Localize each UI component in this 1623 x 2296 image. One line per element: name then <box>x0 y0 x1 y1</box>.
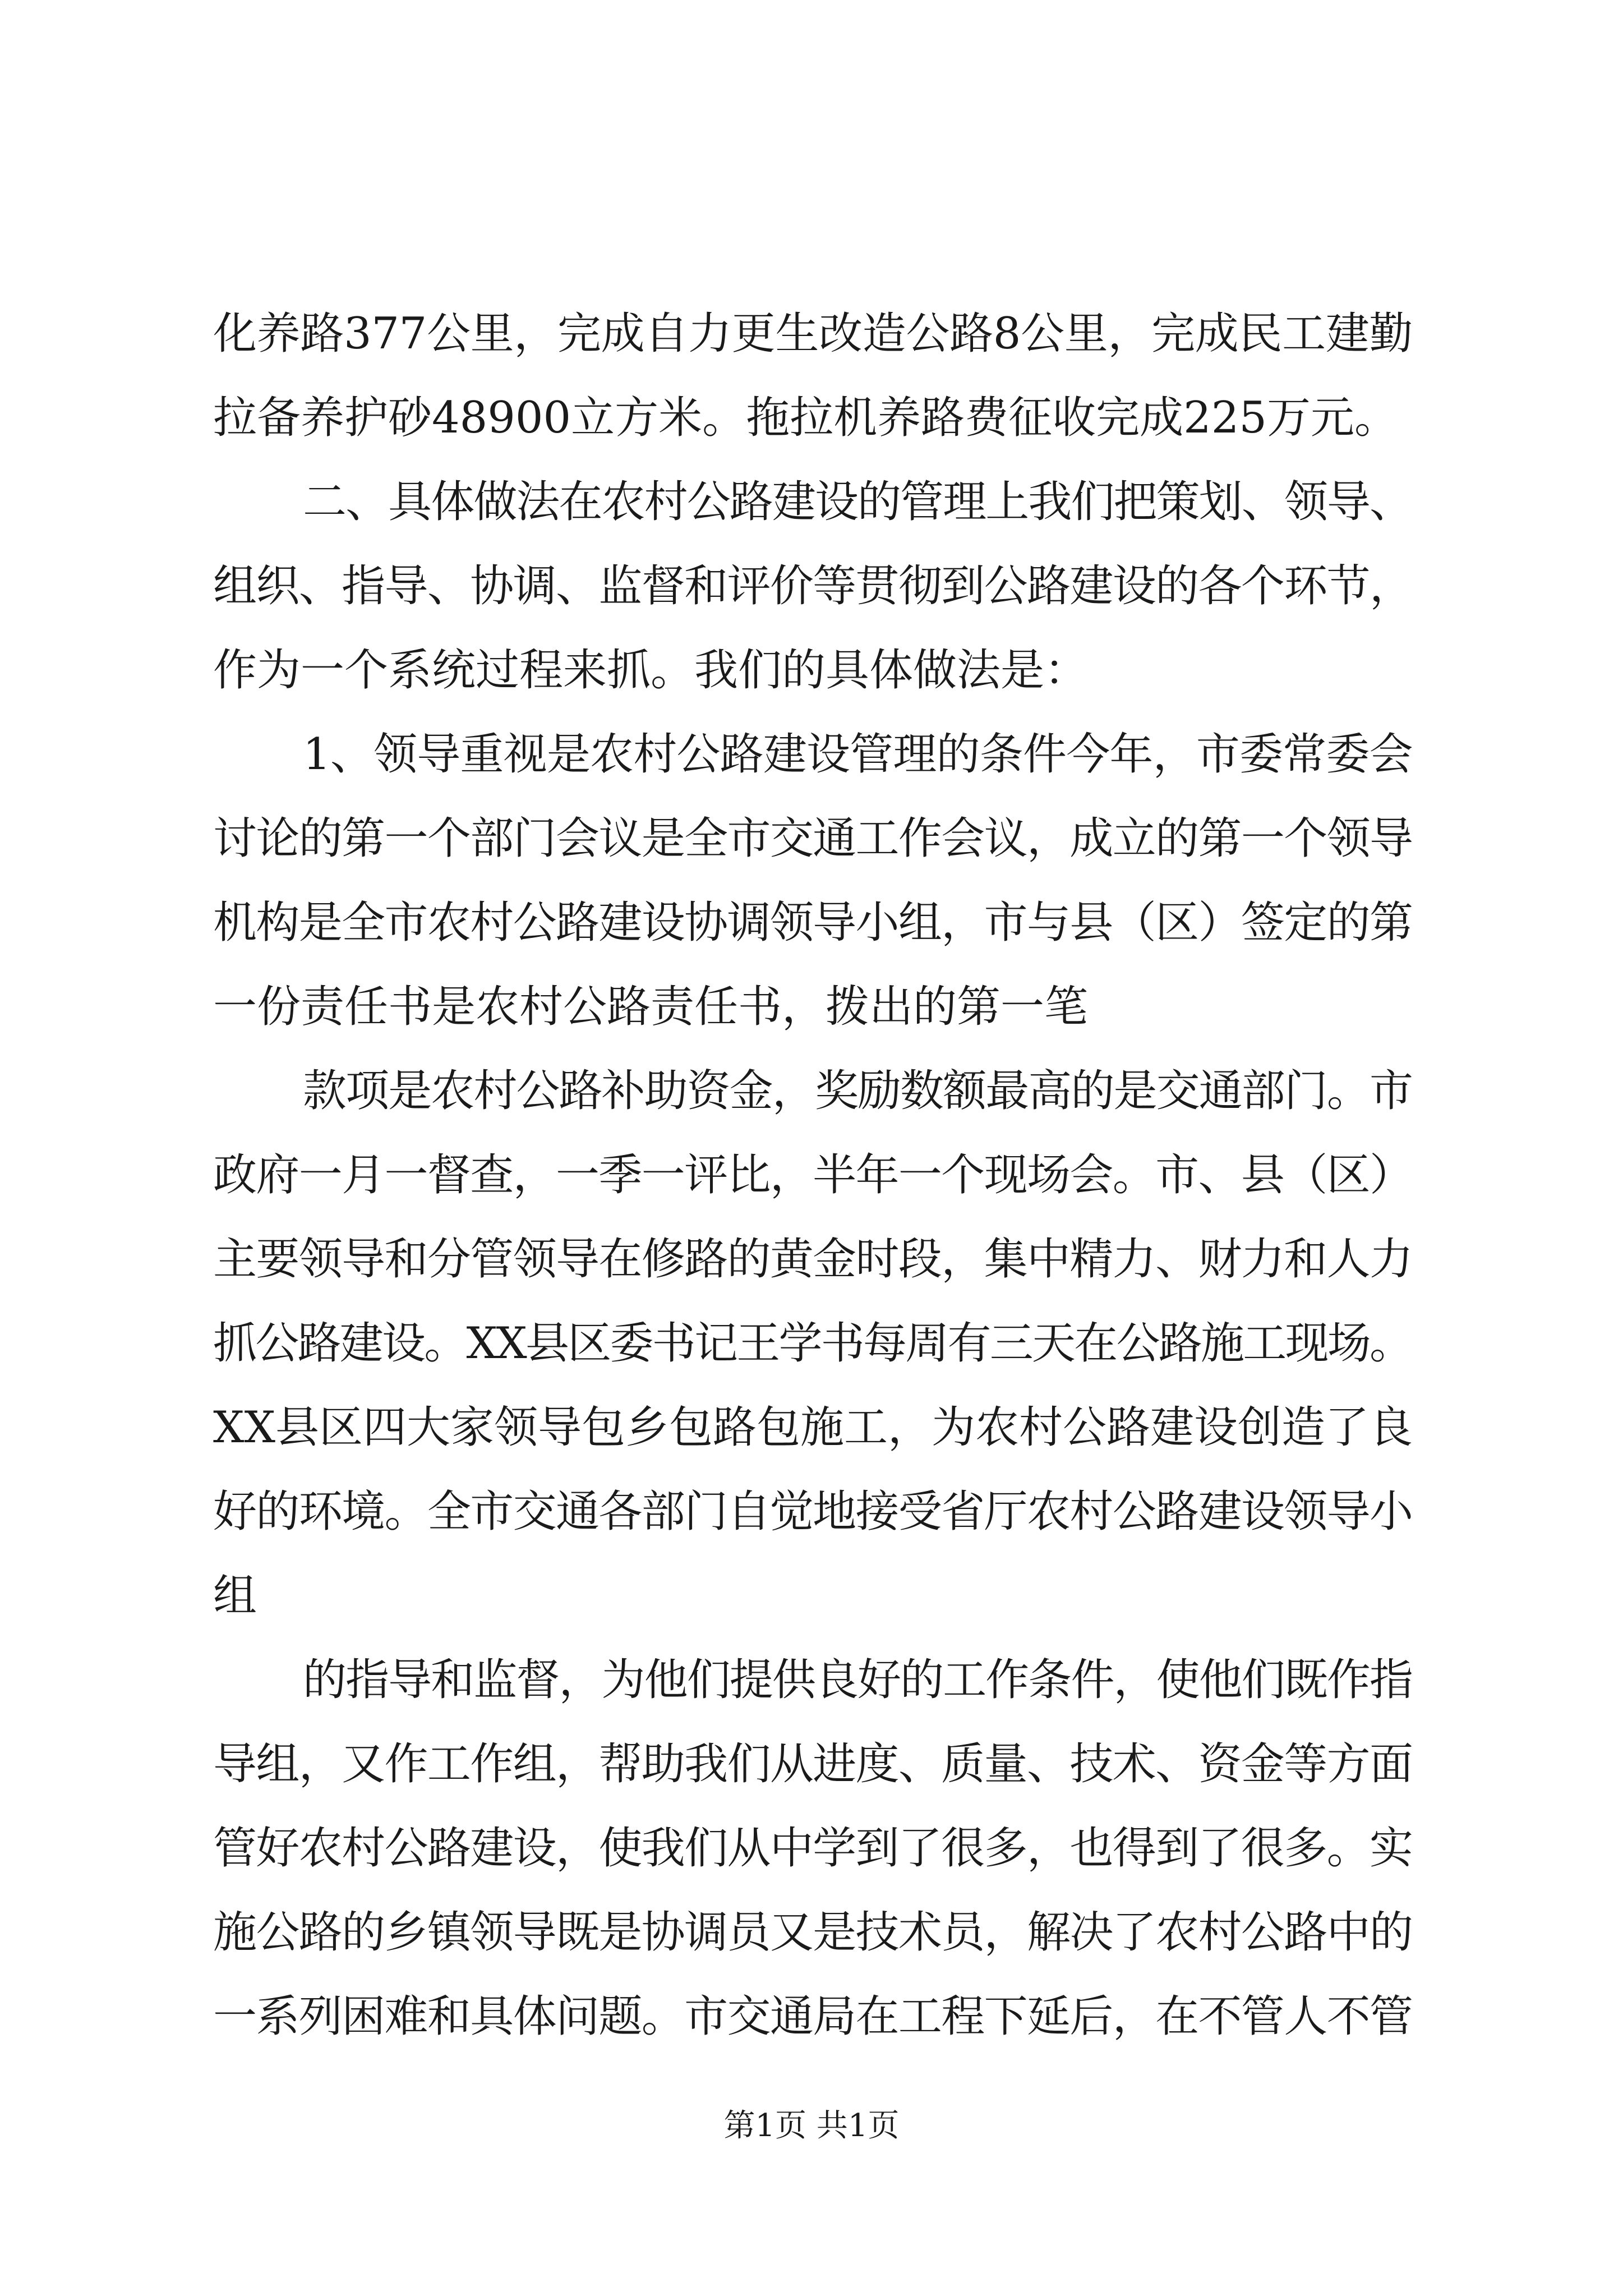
text-line: 1、领导重视是农村公路建设管理的条件今年，市委常委会 <box>303 729 1413 780</box>
text-line: 拉备养护砂48900立方米。拖拉机养路费征收完成225万元。 <box>213 393 1399 443</box>
text-line: 作为一个系统过程来抓。我们的具体做法是： <box>213 645 1089 696</box>
text-line: 讨论的第一个部门会议是全市交通工作会议，成立的第一个领导 <box>213 813 1413 864</box>
text-line: 组织、指导、协调、监督和评价等贯彻到公路建设的各个环节， <box>213 561 1413 611</box>
text-line: 二、具体做法在农村公路建设的管理上我们把策划、领导、 <box>303 477 1413 527</box>
text-line: XX县区四大家领导包乡包路包施工，为农村公路建设创造了良 <box>213 1402 1413 1453</box>
text-line: 一系列困难和具体问题。市交通局在工程下延后，在不管人不管 <box>213 1991 1413 2042</box>
document-body <box>213 292 1413 2059</box>
text-line: 主要领导和分管领导在修路的黄金时段，集中精力、财力和人力 <box>213 1234 1413 1285</box>
text-line: 化养路377公里，完成自力更生改造公路8公里，完成民工建勤 <box>213 309 1413 359</box>
text-line: 抓公路建设。XX县区委书记王学书每周有三天在公路施工现场。 <box>213 1318 1412 1369</box>
text-line: 管好农村公路建设，使我们从中学到了很多，也得到了很多。实 <box>213 1823 1413 1874</box>
text-line: 组 <box>213 1571 257 1621</box>
text-line: 施公路的乡镇领导既是协调员又是技术员，解决了农村公路中的 <box>213 1907 1413 1958</box>
text-line: 一份责任书是农村公路责任书，拨出的第一笔 <box>213 982 1089 1032</box>
text-line: 导组，又作工作组，帮助我们从进度、质量、技术、资金等方面 <box>213 1739 1413 1789</box>
text-line: 的指导和监督，为他们提供良好的工作条件，使他们既作指 <box>303 1655 1413 1705</box>
text-line: 好的环境。全市交通各部门自觉地接受省厅农村公路建设领导小 <box>213 1487 1413 1537</box>
text-line: 政府一月一督查，一季一评比，半年一个现场会。市、县（区） <box>213 1150 1413 1200</box>
page-footer: 第1页 共1页 <box>723 2108 900 2144</box>
text-line: 机构是全市农村公路建设协调领导小组，市与县（区）签定的第 <box>213 898 1413 948</box>
text-line: 款项是农村公路补助资金，奖励数额最高的是交通部门。市 <box>303 1066 1413 1116</box>
